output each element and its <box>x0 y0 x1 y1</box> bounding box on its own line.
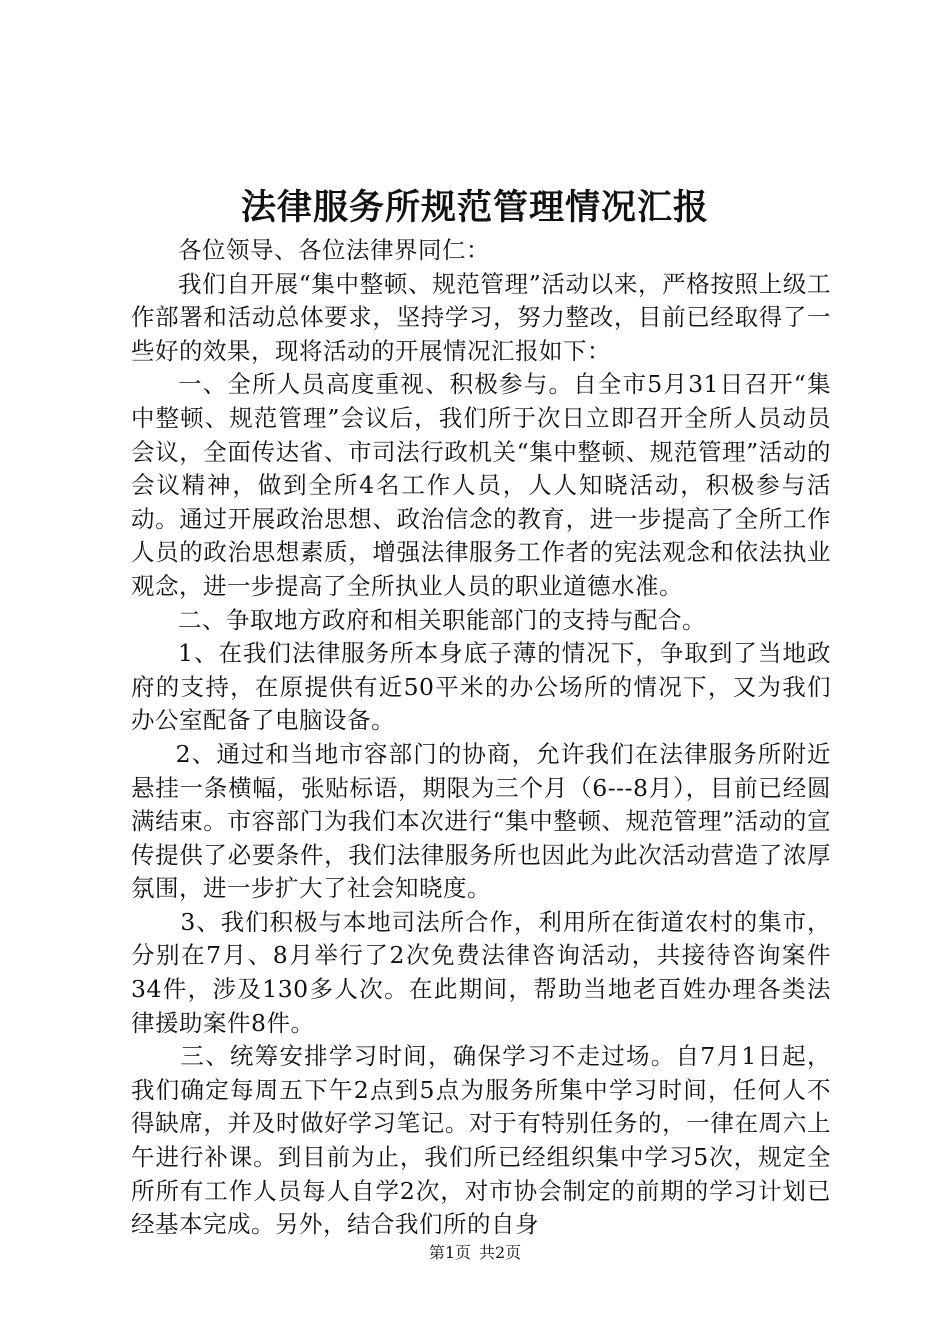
document-body <box>131 234 831 1242</box>
item-three-paragraph: 3、我们积极与本地司法所合作，利用所在街道农村的集市，分别在7月、8月举行了2次免费法律咨询活动，共接待咨询案件34件，涉及130多人次。在此期间，帮助当地老百姓办理各类法律援助案件8件。 <box>131 907 831 1037</box>
section-one-paragraph: 一、全所人员高度重视、积极参与。自全市5月31日召开“集中整顿、规范管理”会议后，我们所于次日立即召开全所人员动员会议，全面传达省、市司法行政机关“集中整顿、规范管理”活动的会议精神，做到全所4名工作人员，人人知晓活动，积极参与活动。通过开展政治思想、政治信念的教育，进一步提高了全所工作人员的政治思想素质，增强法律服务工作者的宪法观念和依法执业观念，进一步提高了全所执业人员的职业道德水准。 <box>131 370 831 600</box>
page-total: 共2页 <box>479 1243 522 1262</box>
section-three-paragraph: 三、统筹安排学习时间，确保学习不走过场。自7月1日起，我们确定每周五下午2点到5点为服务所集中学习时间，任何人不得缺席，并及时做好学习笔记。对于有特别任务的，一律在周六上午进行补课。到目前为止，我们所已经组织集中学习5次，规定全所所有工作人员每人自学2次，对市协会制定的前期的学习计划已经基本完成。另外，结合我们所的自身 <box>131 1042 831 1239</box>
intro-paragraph: 我们自开展“集中整顿、规范管理”活动以来，严格按照上级工作部署和活动总体要求，坚持学习，努力整改，目前已经取得了一些好的效果，现将活动的开展情况汇报如下： <box>131 269 831 365</box>
document-title: 法律服务所规范管理情况汇报 <box>240 187 709 228</box>
section-two-heading: 二、争取地方政府和相关职能部门的支持与配合。 <box>178 605 706 634</box>
item-two-paragraph: 2、通过和当地市容部门的协商，允许我们在法律服务所附近悬挂一条横幅，张贴标语，期限为三个月（6---8月），目前已经圆满结束。市容部门为我们本次进行“集中整顿、规范管理”活动的宣传提供了必要条件，我们法律服务所也因此为此次活动营造了浓厚氛围，进一步扩大了社会知晓度。 <box>131 739 831 903</box>
item-one-paragraph: 1、在我们法律服务所本身底子薄的情况下，争取到了当地政府的支持，在原提供有近50平米的办公场所的情况下，又为我们办公室配备了电脑设备。 <box>131 639 831 735</box>
page-footer <box>0 1242 950 1264</box>
page-number: 第1页 <box>428 1243 471 1262</box>
salutation-paragraph: 各位领导、各位法律界同仁： <box>178 236 490 264</box>
